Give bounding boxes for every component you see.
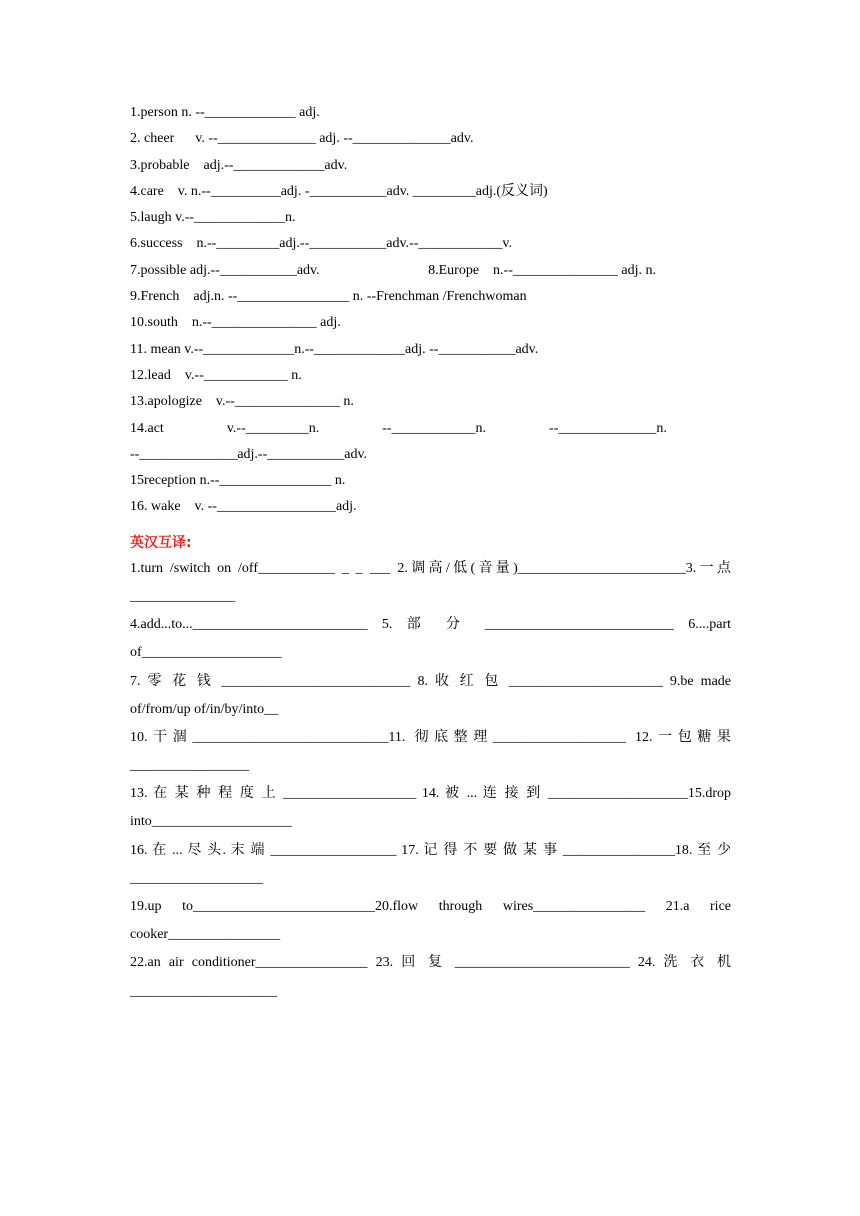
word-form-item: 11. mean v.--_____________n.--_____________adj. --___________adv. — [130, 341, 539, 357]
word-form-item: 10.south n.--_______________ adj. — [130, 315, 341, 331]
translation-line: ___________________ — [130, 870, 263, 886]
word-forms-section — [130, 100, 731, 521]
word-form-item: 3.probable adj.--_____________adv. — [130, 157, 348, 173]
word-form-item: 1.person n. --_____________ adj. — [130, 105, 320, 120]
word-form-item: 12.lead v.--____________ n. — [130, 367, 302, 383]
translation-line: of/from/up of/in/by/into__ — [130, 701, 279, 717]
word-form-item: 7.possible adj.--___________adv. 8.Europe n.--_______________ adj. n. — [130, 262, 656, 278]
translation-line: 4.add...to..._________________________ 5. 部 分 ___________________________ 6....part — [130, 617, 731, 633]
worksheet — [130, 100, 731, 1006]
translation-line: _________________ — [130, 758, 249, 774]
word-form-item: 15reception n.--________________ n. — [130, 473, 346, 489]
word-form-item: 16. wake v. --_________________adj. — [130, 499, 357, 515]
translation-line: _____________________ — [130, 983, 277, 999]
word-form-item: --______________adj.--___________adv. — [130, 446, 368, 462]
word-form-item: 5.laugh v.--_____________n. — [130, 210, 296, 226]
translation-line: 1.turn /switch on /off___________ _ _ ___ 2.调高/低(音量)________________________3.一点 — [130, 560, 731, 576]
translation-line: 22.an air conditioner________________ 23. 回 复 _________________________ 24. 洗 衣 机 — [130, 955, 731, 971]
translation-line: into____________________ — [130, 814, 292, 830]
translation-heading: 英汉互译: — [130, 534, 192, 551]
translation-line: 10.干涸____________________________11. 彻底整理___________________ 12.一包糖果 — [130, 729, 731, 745]
word-form-item: 4.care v. n.--__________adj. -___________adv. _________adj.(反义词) — [130, 183, 548, 199]
translation-line: 7. 零 花 钱 ___________________________ 8. 收 红 包 ______________________ 9.be made — [130, 673, 731, 689]
word-form-item: 6.success n.--_________adj.--___________adv.--____________v. — [130, 236, 512, 252]
translation-line: 13. 在 某 种 程 度 上 ___________________ 14. 被 ... 连 接 到 ____________________15.drop — [130, 786, 731, 802]
translation-line: _______________ — [130, 588, 235, 604]
translation-line: 19.up to__________________________20.flow through wires________________ 21.a rice — [130, 899, 731, 914]
translation-line: 16. 在 ... 尽 头. 末 端 __________________ 17. 记 得 不 要 做 某 事 ________________18. 至 少 — [130, 842, 731, 858]
word-form-item: 14.act v.--_________n. --____________n. --______________n. — [130, 420, 667, 436]
word-form-item: 2. cheer v. --______________ adj. --______________adv. — [130, 131, 474, 147]
translation-line: of____________________ — [130, 645, 282, 661]
translation-section — [130, 555, 731, 1006]
word-form-item: 13.apologize v.--_______________ n. — [130, 394, 354, 410]
translation-line: cooker________________ — [130, 927, 281, 943]
word-form-item: 9.French adj.n. --________________ n. --Frenchman /Frenchwoman — [130, 289, 527, 305]
